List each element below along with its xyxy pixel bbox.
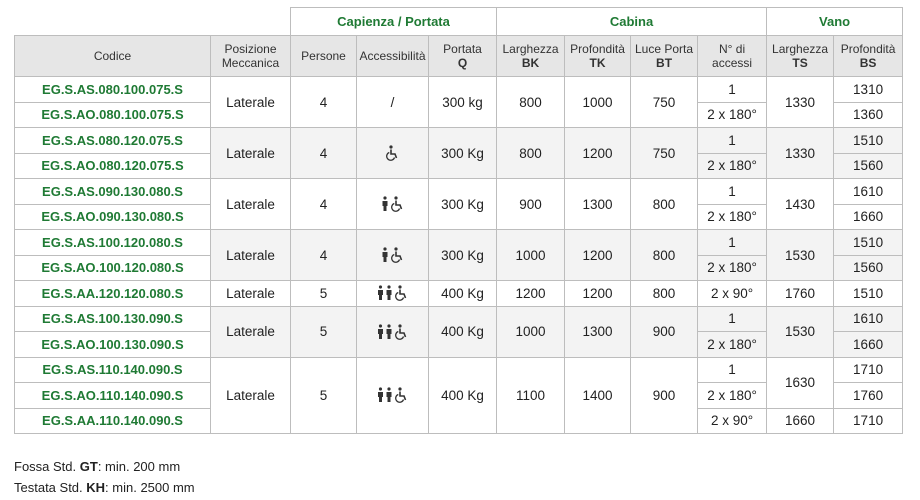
header-portata-l2: Q [457,56,468,70]
accessibility-cell [357,77,429,128]
accessi-cell: 1 [698,230,767,256]
bs-cell: 1510 [834,128,903,154]
person-wheelchair-icon [380,247,406,263]
accessi-cell: 2 x 90° [698,408,767,434]
header-profondita-bs [834,36,903,77]
header-luce-bt-l2: BT [656,56,673,70]
bt-cell: 900 [631,357,698,434]
bs-cell: 1310 [834,77,903,103]
code-cell: EG.S.AS.100.130.090.S [15,306,211,332]
accessi-cell: 1 [698,77,767,103]
accessibility-cell [357,128,429,179]
bt-cell: 750 [631,77,698,128]
tk-cell: 1300 [565,179,631,230]
tk-cell: 1200 [565,281,631,307]
footer-suffix: : min. 2500 mm [105,480,195,495]
header-portata [429,36,497,77]
ts-cell: 1630 [767,357,834,408]
table-row [15,77,903,103]
header-larghezza-ts-l2: TS [792,56,808,70]
bk-cell: 900 [497,179,565,230]
bt-cell: 800 [631,179,698,230]
persone-cell: 4 [291,77,357,128]
persone-cell: 4 [291,230,357,281]
portata-cell: 300 kg [429,77,497,128]
accessi-cell: 2 x 180° [698,383,767,409]
header-larghezza-bk-l1: Larghezza [502,42,559,56]
posizione-cell: Laterale [211,306,291,357]
footer-prefix: Testata Std. [14,480,87,495]
header-portata-l1: Portata [443,42,482,56]
footer-note-testata [14,480,195,495]
table-row [15,306,903,332]
no-accessibility-mark: / [390,94,395,110]
header-profondita-bs-l2: BS [859,56,877,70]
header-accessi-l2: accessi [712,56,753,70]
code-cell: EG.S.AO.080.120.075.S [15,153,211,179]
code-cell: EG.S.AO.080.100.075.S [15,102,211,128]
header-profondita-tk-l2: TK [589,56,606,70]
accessi-cell: 2 x 180° [698,255,767,281]
bk-cell: 1000 [497,306,565,357]
accessi-cell: 1 [698,128,767,154]
bk-cell: 800 [497,77,565,128]
header-luce-bt-l1: Luce Porta [635,42,694,56]
code-cell: EG.S.AA.110.140.090.S [15,408,211,434]
persone-cell: 5 [291,357,357,434]
ts-cell: 1760 [767,281,834,307]
header-accessi-l1: N° di [718,42,746,56]
header-profondita-bs-l1: Profondità [840,42,896,56]
portata-cell: 400 Kg [429,306,497,357]
code-cell: EG.S.AO.090.130.080.S [15,204,211,230]
header-accessibilita: Accessibilità [357,36,429,77]
code-cell: EG.S.AS.080.120.075.S [15,128,211,154]
tk-cell: 1300 [565,306,631,357]
code-cell: EG.S.AS.090.130.080.S [15,179,211,205]
group-cabina: Cabina [497,8,767,36]
portata-cell: 400 Kg [429,281,497,307]
header-posizione [211,36,291,77]
bs-cell: 1710 [834,357,903,383]
bt-cell: 800 [631,230,698,281]
bs-cell: 1760 [834,383,903,409]
portata-cell: 300 Kg [429,128,497,179]
accessi-cell: 2 x 180° [698,102,767,128]
bk-cell: 800 [497,128,565,179]
posizione-cell: Laterale [211,230,291,281]
footer-bold: KH [86,480,106,495]
accessibility-cell [357,230,429,281]
two-persons-wheelchair-icon [376,285,410,301]
code-cell: EG.S.AS.110.140.090.S [15,357,211,383]
portata-cell: 300 Kg [429,179,497,230]
accessi-cell: 2 x 180° [698,204,767,230]
persone-cell: 4 [291,179,357,230]
header-luce-bt [631,36,698,77]
bs-cell: 1660 [834,332,903,358]
bs-cell: 1610 [834,306,903,332]
group-capienza: Capienza / Portata [291,8,497,36]
accessi-cell: 1 [698,179,767,205]
group-vano: Vano [767,8,903,36]
ts-cell: 1330 [767,128,834,179]
tk-cell: 1400 [565,357,631,434]
posizione-cell: Laterale [211,128,291,179]
persone-cell: 5 [291,281,357,307]
posizione-cell: Laterale [211,281,291,307]
header-larghezza-bk-l2: BK [521,56,540,70]
two-persons-wheelchair-icon [376,387,410,403]
ts-cell: 1530 [767,306,834,357]
ts-cell: 1430 [767,179,834,230]
bs-cell: 1610 [834,179,903,205]
bs-cell: 1660 [834,204,903,230]
accessi-cell: 1 [698,306,767,332]
persone-cell: 5 [291,306,357,357]
code-cell: EG.S.AO.100.130.090.S [15,332,211,358]
bs-cell: 1560 [834,255,903,281]
bk-cell: 1100 [497,357,565,434]
bt-cell: 900 [631,306,698,357]
footer-suffix: : min. 200 mm [97,459,181,474]
header-codice: Codice [15,36,211,77]
accessibility-cell [357,179,429,230]
posizione-cell: Laterale [211,77,291,128]
header-larghezza-ts-l1: Larghezza [772,42,829,56]
bs-cell: 1560 [834,153,903,179]
header-profondita-tk [565,36,631,77]
accessibility-cell [357,357,429,434]
posizione-cell: Laterale [211,179,291,230]
table-row [15,128,903,154]
accessi-cell: 1 [698,357,767,383]
bk-cell: 1200 [497,281,565,307]
bs-cell: 1510 [834,281,903,307]
code-cell: EG.S.AA.120.120.080.S [15,281,211,307]
accessibility-cell [357,306,429,357]
code-cell: EG.S.AS.080.100.075.S [15,77,211,103]
table-row [15,281,903,307]
persone-cell: 4 [291,128,357,179]
bt-cell: 800 [631,281,698,307]
bs-cell: 1510 [834,230,903,256]
ts-cell: 1330 [767,77,834,128]
two-persons-wheelchair-icon [376,324,410,340]
bs-cell: 1360 [834,102,903,128]
footer-bold: GT [79,459,98,474]
spec-table [14,7,903,434]
code-cell: EG.S.AS.100.120.080.S [15,230,211,256]
ts-cell: 1660 [767,408,834,434]
bk-cell: 1000 [497,230,565,281]
wheelchair-icon [386,145,400,161]
table-row [15,357,903,383]
accessibility-cell [357,281,429,307]
tk-cell: 1200 [565,230,631,281]
ts-cell: 1530 [767,230,834,281]
portata-cell: 300 Kg [429,230,497,281]
code-cell: EG.S.AO.100.120.080.S [15,255,211,281]
accessi-cell: 2 x 180° [698,153,767,179]
posizione-cell: Laterale [211,357,291,434]
header-persone: Persone [291,36,357,77]
accessi-cell: 2 x 90° [698,281,767,307]
table-row [15,179,903,205]
bt-cell: 750 [631,128,698,179]
code-cell: EG.S.AO.110.140.090.S [15,383,211,409]
header-posizione-l2: Meccanica [221,56,280,70]
footer-note-fossa [14,459,180,474]
portata-cell: 400 Kg [429,357,497,434]
header-posizione-l1: Posizione [224,42,277,56]
bs-cell: 1710 [834,408,903,434]
header-profondita-tk-l1: Profondità [570,42,625,56]
header-larghezza-ts [767,36,834,77]
tk-cell: 1200 [565,128,631,179]
tk-cell: 1000 [565,77,631,128]
header-larghezza-bk [497,36,565,77]
header-accessi [698,36,767,77]
footer-prefix: Fossa Std. [14,459,80,474]
table-row [15,230,903,256]
person-wheelchair-icon [380,196,406,212]
accessi-cell: 2 x 180° [698,332,767,358]
